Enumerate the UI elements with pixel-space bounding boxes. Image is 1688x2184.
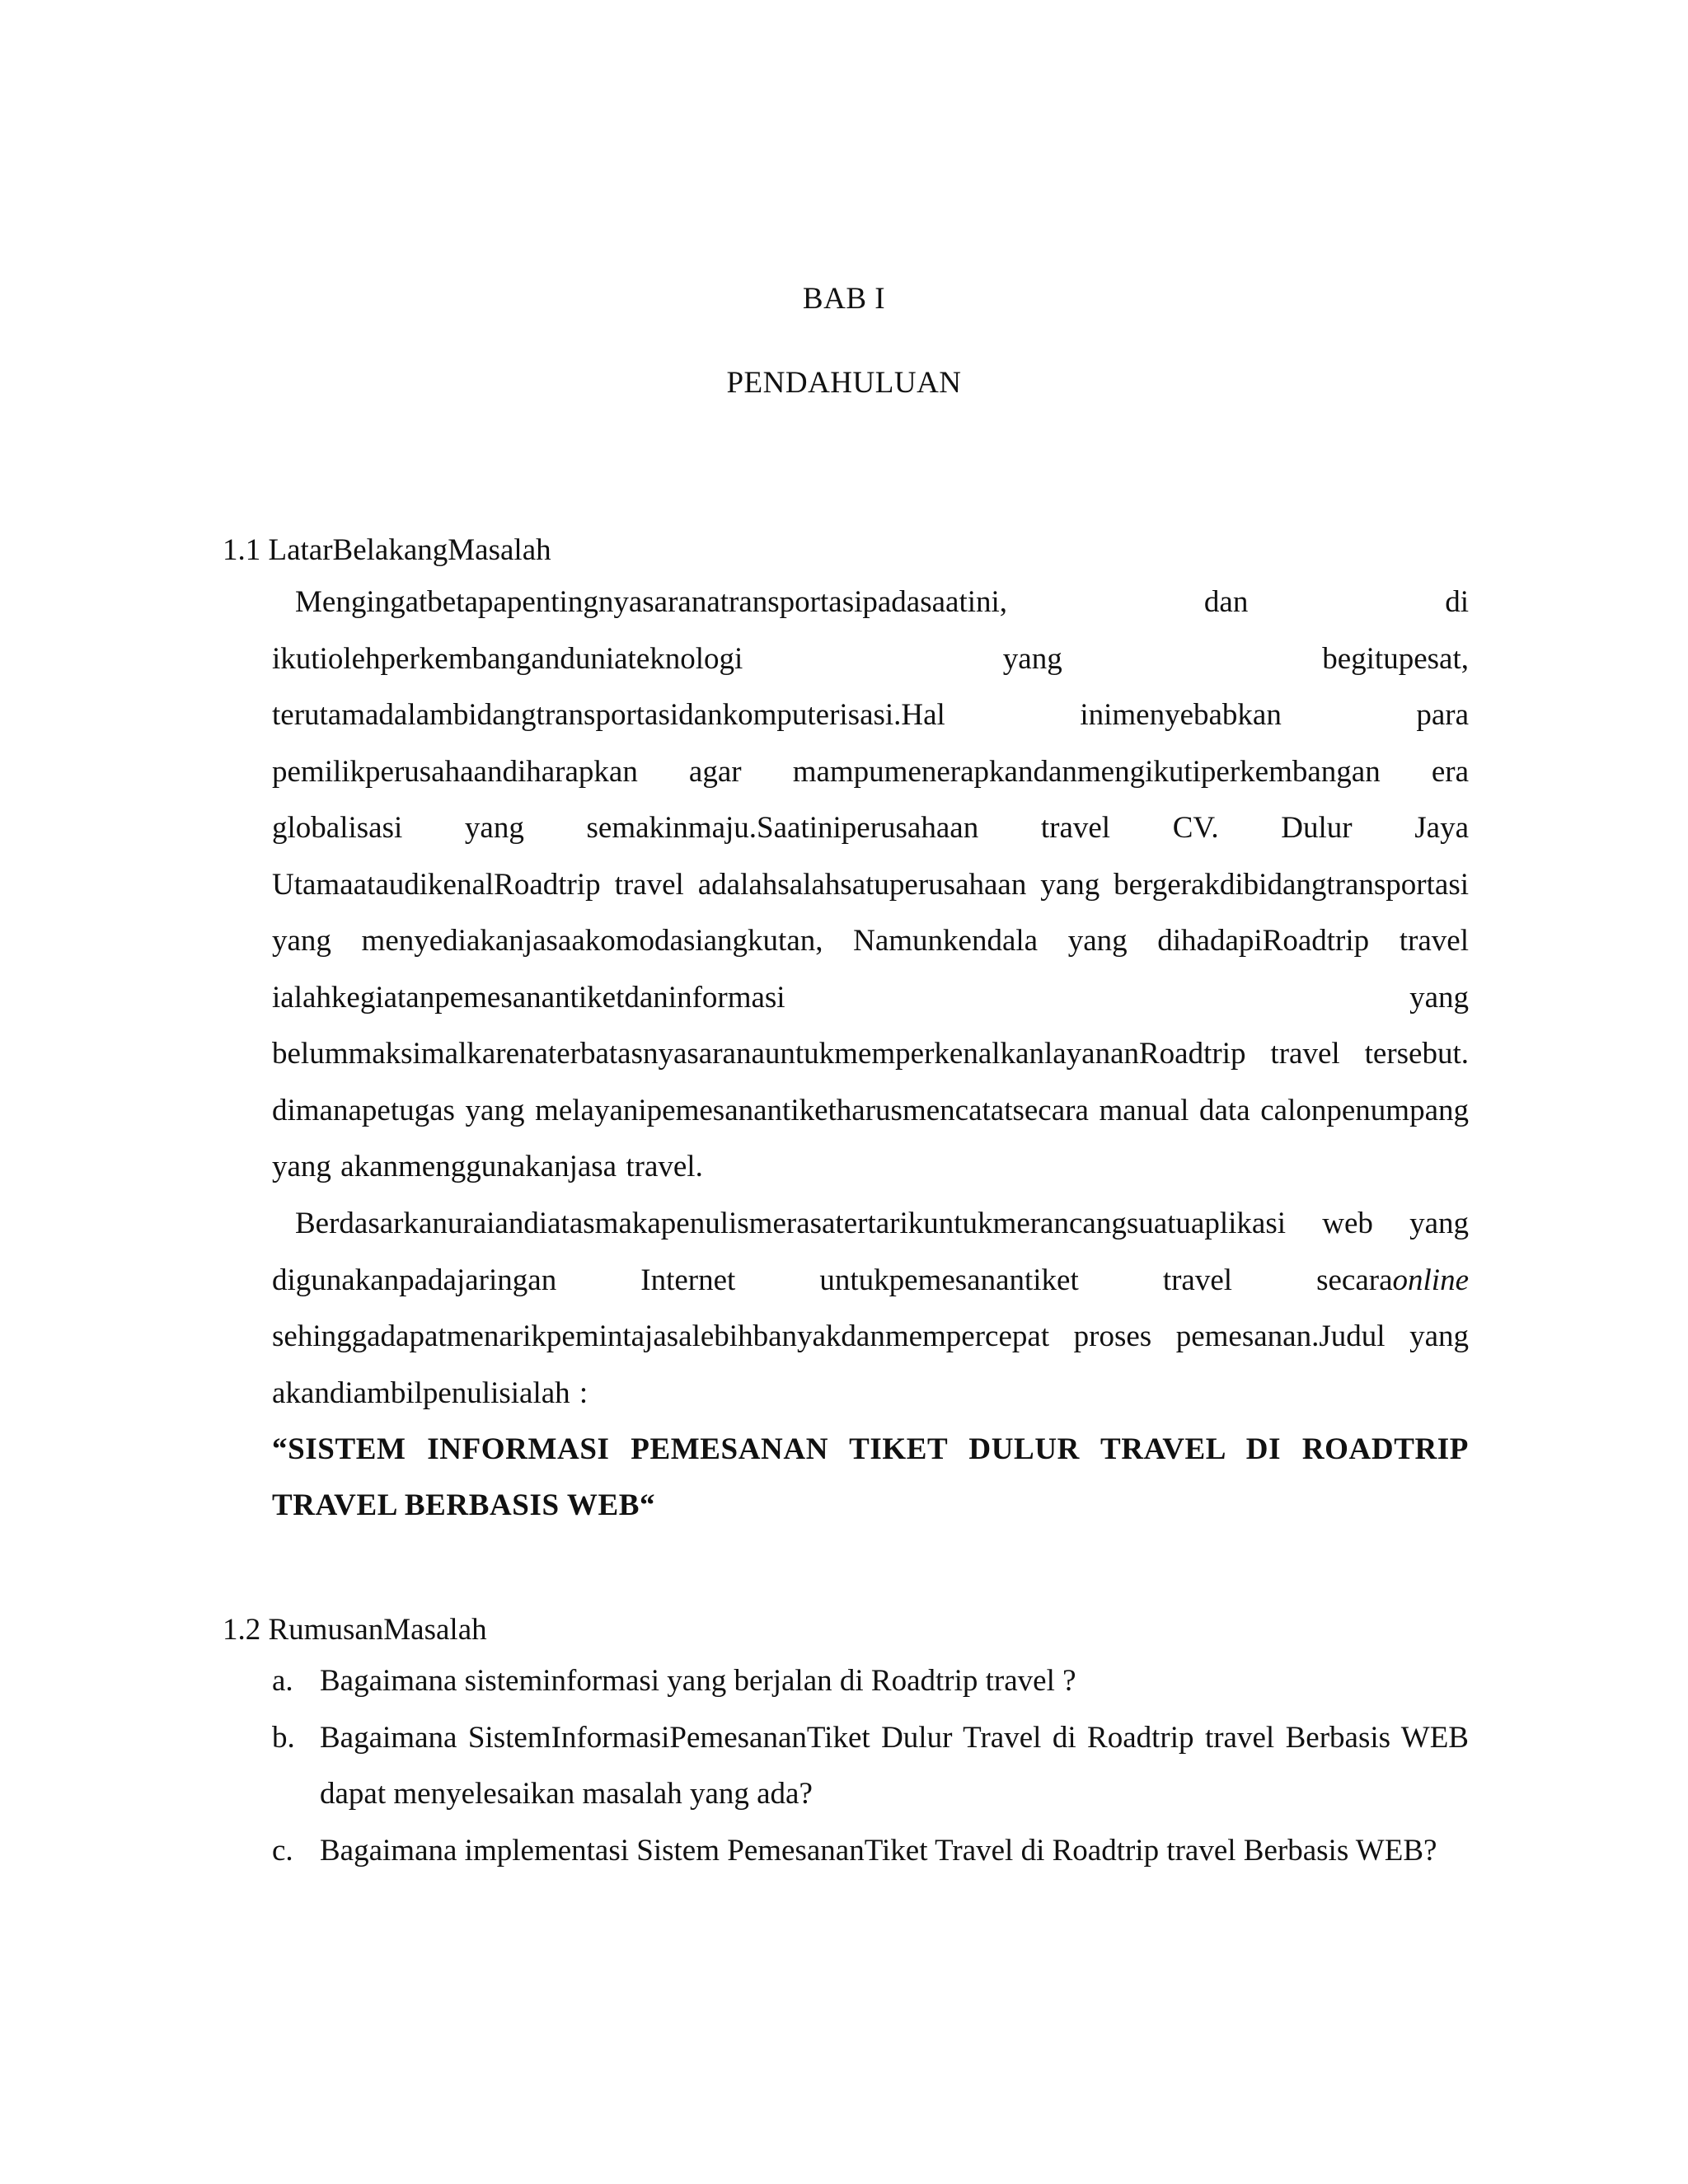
- problem-list: [272, 1653, 1469, 1879]
- list-item: [272, 1823, 1469, 1880]
- background-paragraph-2-tail: sehinggadapatmenarikpemintajasalebihbanyakdanmempercepat proses pemesanan.Judul yang akandiambilpenulisialah :: [272, 1319, 1469, 1410]
- thesis-title: “SISTEM INFORMASI PEMESANAN TIKET DULUR TRAVEL DI ROADTRIP TRAVEL BERBASIS WEB“: [272, 1432, 1469, 1522]
- list-marker: a.: [272, 1664, 293, 1698]
- background-paragraph-1-text: Mengingatbetapapentingnyasaranatransportasipadasaatini, dan di ikutiolehperkembanganduniateknologi yang begitupesat, terutamadalambidangtransportasidankomputerisasi.Hal inimenyebabkan para pemilikperusahaandiharapkan agar mampumenerapkandanmengikutiperkembangan era globalisasi yang semakinmaju.Saatiniperusahaan travel CV. Dulur Jaya UtamaataudikenalRoadtrip travel adalahsalahsatuperusahaan yang bergerakdibidangtransportasi yang menyediakanjasaakomodasiangkutan, Namunkendala yang dihadapiRoadtrip travel ialahkegiatanpemesanantiketdaninformasi yang belummaksimalkarenaterbatasnyasaranauntukmemperkenalkanlayananRoadtrip travel tersebut. dimanapetugas yang melayanipemesanantiketharusmencatatsecara manual data calonpenumpang yang akanmenggunakanjasa travel.: [272, 585, 1469, 1183]
- list-item: [272, 1710, 1469, 1823]
- list-item-text: Bagaimana SistemInformasiPemesananTiket Dulur Travel di Roadtrip travel Berbasis WEB dapat menyelesaikan masalah yang ada?: [320, 1720, 1469, 1811]
- list-marker: c.: [272, 1833, 293, 1868]
- section-heading-1-2: 1.2 RumusanMasalah: [223, 1613, 487, 1647]
- background-paragraph-2-text: Berdasarkanuraiandiatasmakapenulismerasatertarikuntukmerancangsuatuaplikasi web yang digunakanpadajaringan Internet untukpemesanantiket travel secara: [272, 1207, 1469, 1297]
- list-item-text: Bagaimana implementasi Sistem PemesananTiket Travel di Roadtrip travel Berbasis WEB?: [320, 1833, 1437, 1868]
- list-item-text: Bagaimana sisteminformasi yang berjalan di Roadtrip travel ?: [320, 1664, 1076, 1698]
- chapter-title: PENDAHULUAN: [726, 366, 962, 400]
- online-emphasis: online: [1392, 1263, 1469, 1297]
- list-item: [272, 1653, 1469, 1710]
- section-heading-1-1: 1.1 LatarBelakangMasalah: [223, 533, 551, 567]
- chapter-label: BAB I: [802, 282, 886, 316]
- background-paragraph-1: [272, 574, 1469, 1196]
- list-marker: b.: [272, 1720, 295, 1755]
- background-paragraph-2: [272, 1196, 1469, 1422]
